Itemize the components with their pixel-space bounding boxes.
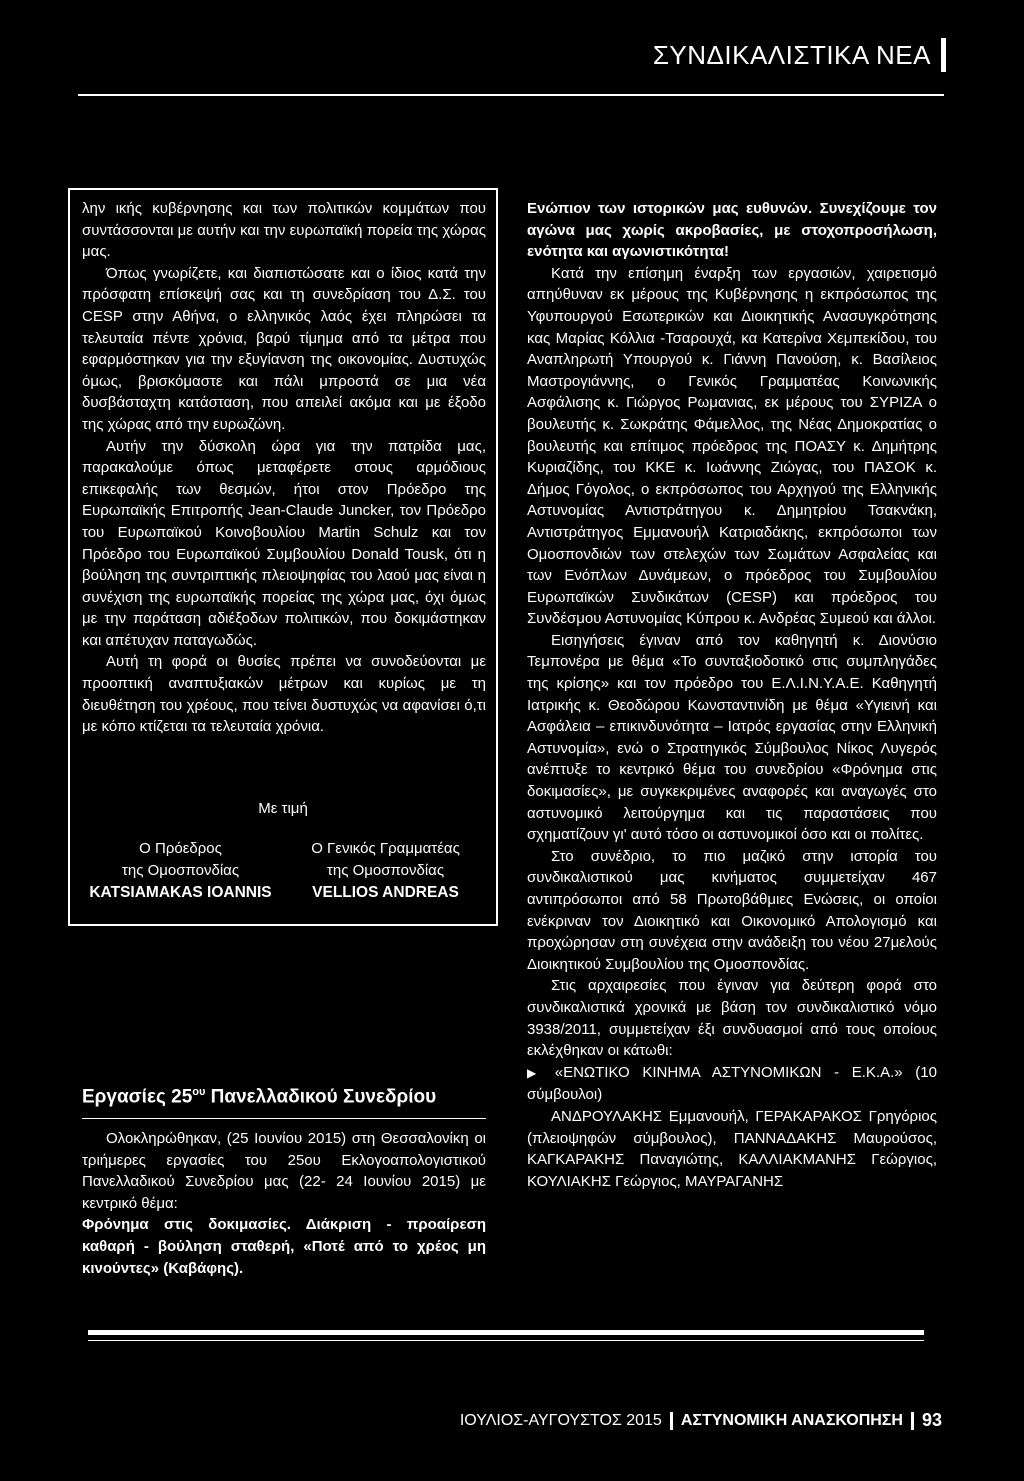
bottom-rule: [88, 1330, 924, 1335]
letter-paragraph: Όπως γνωρίζετε, και διαπιστώσατε και ο ίδιος κατά την πρόσφατη επίσκεψή σας και τη συνεδρίαση του Δ.Σ. του CESP στην Αθήνα, ο ελληνικός λαός έχει πληρώσει τα τελευταία πέντε χρόνια, βαρύ τίμημα από τα μέτρα που εφαρμόστηκαν για την εξυγίανση της οικονομίας. Δυστυχώς όμως, βρισκόμαστε και πάλι μπροστά σε μια νέα δυσβάσταχτη κατάσταση, που απειλεί ακόμα και με έξοδο της χώρας από την ευρωζώνη.: [82, 264, 486, 433]
letter-paragraph: Αυτή τη φορά οι θυσίες πρέπει να συνοδεύονται με προοπτική αναπτυξιακών μέτρων και κυρίως με τη διευθέτηση του χρέους, που τείνει δυστυχώς να αφανίσει ό,τι με κόπο κτίζεται τα τελευταία χρόνια.: [82, 653, 486, 736]
footer-separator: [911, 1412, 914, 1430]
page-number: 93: [921, 1410, 942, 1430]
header-rule: [78, 94, 944, 96]
body-paragraph: Εισηγήσεις έγιναν από τον καθηγητή κ. Διονύσιο Τεμπονέρα με θέμα «Το συνταξιοδοτικό στις συμπληγάδες της κρίσης» και τον πρόεδρο του Ε.Λ.Ι.Ν.Υ.Α.Ε. Καθηγητή Ιατρικής κ. Θεοδώρου Κωνσταντινίδη με θέμα «Υγιεινή και Ασφάλεια – επικινδυνότητα – Ιατρός εργασίας στην Ελληνική Αστυνομία», ενώ ο Στρατηγικός Σύμβουλος Νίκος Λυγερός ανέπτυξε το κεντρικό θέμα του συνεδρίου «Φρόνημα στις δοκιμασίες», με συγκεκριμένες αναφορές και αναγωγές στο αστυνομικό λειτούργημα και τις παραστάσεις που σχηματίζουν γι' αυτό τόσο οι αστυνομικοί όσο και οι πολίτες.: [527, 631, 937, 844]
body-paragraph: Στις αρχαιρεσίες που έγιναν για δεύτερη φορά στο συνδικαλιστικά χρονικά με βάση τον συνδικαλιστικό νόμο 3938/2011, συμμετείχαν έξι συνδυασμοί από τους οποίους εκλέχθηκαν οι κάτωθι:: [527, 977, 937, 1060]
heading-part: Εργασίες 25: [82, 1086, 193, 1108]
footer-separator: [670, 1412, 673, 1430]
page-footer: [460, 1410, 942, 1431]
elected-names: ΑΝΔΡΟΥΛΑΚΗΣ Εμμανουήλ, ΓΕΡΑΚΑΡΑΚΟΣ Γρηγόριος (πλειοψηφών σύμβουλος), ΠΑΝΝΑΔΑΚΗΣ Μαυρούσος, ΚΑΓΚΑΡΑΚΗΣ Παναγιώτης, ΚΑΛΛΙΑΚΜΑΝΗΣ Γεώργιος, ΚΟΥΛΙΑΚΗΣ Γεώργιος, ΜΑΥΡΑΓΑΝΗΣ: [527, 1107, 937, 1190]
body-paragraph: Κατά την επίσημη έναρξη των εργασιών, χαιρετισμό απηύθυναν εκ μέρους της Κυβέρνησης η εκπρόσωπος της Υφυπουργού Εσωτερικών και Διοικητικής Ανασυγκρότησης κας Μαρίας Κόλλια -Τσαρουχά, κα Κατερίνα Χεμπεκίδου, του Αναπληρωτή Υπουργού κ. Γιάννη Πανούση, κ. Βασίλειος Μαστρογιάννης, ο Γενικός Γραμματέας Κοινωνικής Ασφάλισης κ. Γιώργος Ρωμανιας, εκ μέρους του ΣΥΡΙΖΑ ο βουλευτής κ. Σωκράτης Φάμελλος, της Νέας Δημοκρατίας ο βουλευτής και επίτιμος πρόεδρος της ΠΟΑΣΥ κ. Δημήτρης Κυριαζίδης, του ΚΚΕ κ. Ιωάννης Ζιώγας, του ΠΑΣΟΚ κ. Δήμος Γόγολος, ο εκπρόσωπος του Αρχηγού της Ελληνικής Αστυνομίας Αντιστράτηγου κ. Δημητρίου Τσακνάκη, Αντιστράτηγος Εμμανουήλ Κατριαδάκης, εκπρόσωποι των Ομοσπονδιών των στελεχών των Σωμάτων Ασφαλείας και των Ενόπλων Δυνάμεων, ο πρόεδρος του Συμβουλίου Ευρωπαϊκών Συνδικάτων (CESP) και πρόεδρος του Συνδέσμου Αστυνομίας Κύπρου κ. Ανδρέας Συμεού και άλλοι.: [527, 264, 937, 628]
bottom-rule-thin: [88, 1340, 924, 1341]
header-bar: [941, 38, 946, 72]
signature-secretary: [283, 838, 488, 904]
signature-role: Ο Γενικός Γραμματέας: [311, 840, 460, 857]
signature-name: VELLIOS ANDREAS: [312, 884, 459, 901]
letter-paragraph: λην ικής κυβέρνησης και των πολιτικών κομμάτων που συντάσσονται με αυτήν και την ευρωπαϊκή πορεία της χώρας μας.: [82, 200, 486, 261]
congress-theme: Φρόνημα στις δοκιμασίες. Διάκριση - προαίρεση καθαρή - βούληση σταθερή, «Ποτέ από το χρέος μη κινούντες» (Καβάφης).: [82, 1216, 486, 1277]
footer-magazine: ΑΣΤΥΝΟΜΙΚΗ ΑΝΑΣΚΟΠΗΣΗ: [680, 1411, 903, 1429]
signature-org: της Ομοσπονδίας: [121, 862, 240, 879]
signature-role: Ο Πρόεδρος: [139, 840, 222, 857]
heading-rule: [82, 1118, 486, 1119]
signature-president: [78, 838, 283, 904]
congress-heading: [82, 1086, 436, 1108]
section-title: ΣΥΝΔΙΚΑΛΙΣΤΙΚΑ ΝΕΑ: [652, 39, 931, 70]
signature-name: KATSIAMAKAS IOANNIS: [89, 884, 272, 901]
section-header: [653, 38, 946, 72]
footer-issue: ΙΟΥΛΙΟΣ-ΑΥΓΟΥΣΤΟΣ 2015: [459, 1411, 662, 1429]
bullet-item: ▶ «ΕΝΩΤΙΚΟ ΚΙΝΗΜΑ ΑΣΤΥΝΟΜΙΚΩΝ - Ε.Κ.Α.» (10 σύμβουλοι): [527, 1062, 937, 1106]
letter-paragraph: Αυτήν την δύσκολη ώρα για την πατρίδα μας, παρακαλούμε όπως μεταφέρετε στους αρμόδιους επικεφαλής των θεσμών, ήτοι στον Πρόεδρο της Ευρωπαϊκής Επιτροπής Jean-Claude Juncker, τον Πρόεδρο του Ευρωπαϊκού Κοινοβουλίου Martin Schulz και τον Πρόεδρο του Ευρωπαϊκού Συμβουλίου Donald Tousk, ότι η βούληση της συντριπτικής πλειοψηφίας του λαού μας είναι η συνέχιση της ευρωπαϊκής πορείας της χώρα μας, όχι όμως με την παράταση αδιέξοδων πολιτικών, που δοκιμάστηκαν και απέτυχαν παταγωδώς.: [82, 437, 486, 649]
signature-org: της Ομοσπονδίας: [326, 862, 445, 879]
congress-intro: Ολοκληρώθηκαν, (25 Ιουνίου 2015) στη Θεσσαλονίκη οι τριήμερες εργασίες του 25ου Εκλογοαπολογιστικού Πανελλαδικού Συνεδρίου μας (22- 24 Ιουνίου 2015) με κεντρικό θέμα:: [82, 1130, 486, 1212]
letter-text: [82, 198, 486, 738]
congress-text: [82, 1128, 486, 1279]
heading-part: Πανελλαδικού Συνεδρίου: [205, 1086, 437, 1108]
heading-sup: ου: [192, 1086, 206, 1098]
lead-paragraph: Ενώπιον των ιστορικών μας ευθυνών. Συνεχίζουμε τον αγώνα μας χωρίς ακροβασίες, με στοχοπροσήλωση, ενότητα και αγωνιστικότητα!: [527, 200, 937, 261]
letter-greeting: Με τιμή: [258, 800, 308, 817]
right-column: [527, 198, 937, 1192]
body-paragraph: Στο συνέδριο, το πιο μαζικό στην ιστορία του συνδικαλιστικού μας κινήματος συμμετείχαν 467 αντιπρόσωποι από 58 Πρωτοβάθμιες Ενώσεις, οι οποίοι ενέκριναν τον Διοικητικό και Οικονομικό Απολογισμό και προχώρησαν στη συνέχεια στην ανάδειξη του νέου 27μελούς Διοικητικού Συμβουλίου της Ομοσπονδίας.: [527, 847, 937, 973]
